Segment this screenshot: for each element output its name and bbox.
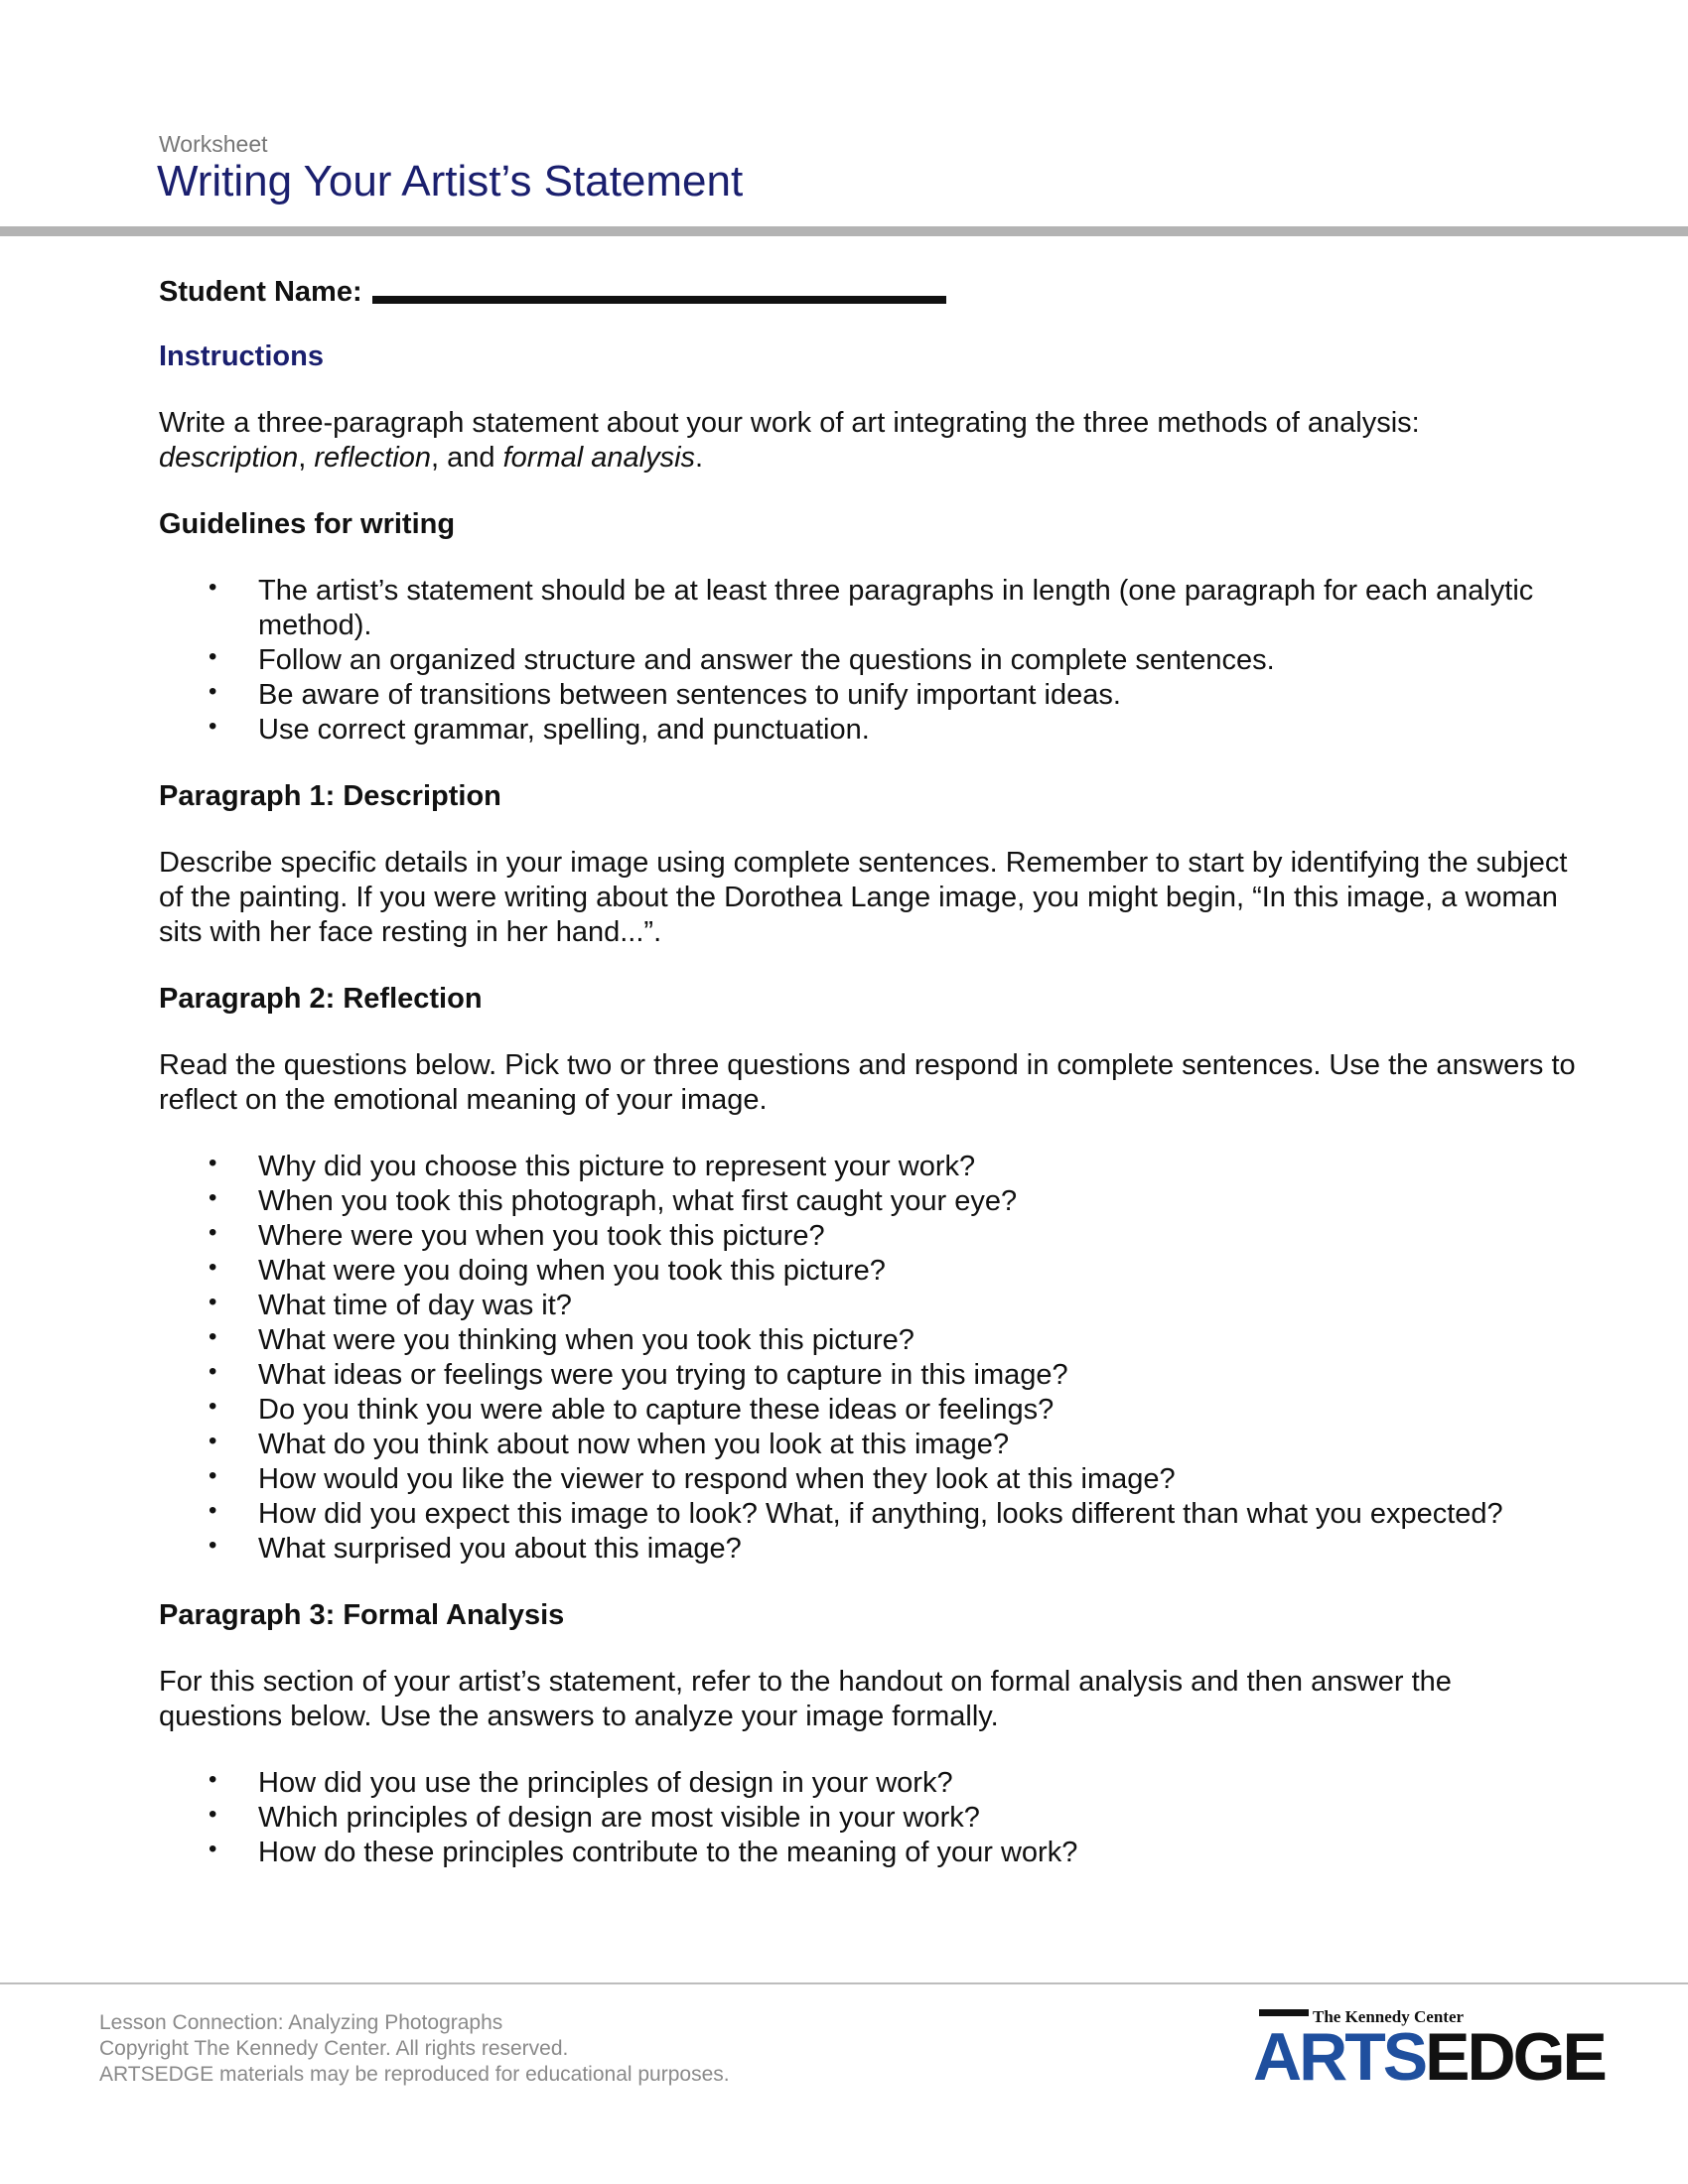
bullet-icon: •: [209, 1358, 217, 1385]
method-description: description: [159, 442, 299, 474]
list-item: • The artist’s statement should be at least three paragraphs in length (one paragraph for each analytic method).: [159, 574, 1579, 643]
list-item: • Follow an organized structure and answer the questions in complete sentences.: [159, 643, 1579, 678]
artsedge-logo: [1253, 2001, 1605, 2095]
reflection-questions-list: [159, 1150, 1579, 1567]
guidelines-list: [159, 574, 1579, 748]
paragraph1-heading: Paragraph 1: Description: [159, 780, 501, 812]
list-item: • Where were you when you took this picture?: [159, 1219, 1579, 1254]
bullet-icon: •: [209, 1766, 217, 1793]
list-item: • How would you like the viewer to respond when they look at this image?: [159, 1462, 1579, 1497]
footer-divider: [0, 1982, 1688, 1984]
paragraph2-text: Read the questions below. Pick two or three questions and respond in complete sentences. Use the answers to reflect on the emotional meaning of your image.: [159, 1049, 1576, 1116]
student-name-row: [159, 266, 1579, 310]
paragraph1-text: Describe specific details in your image using complete sentences. Remember to start by identifying the subject of the painting. If you were writing about the Dorothea Lange image, you might begin, “In this image, a woman sits with her face resting in her hand...”.: [159, 847, 1568, 948]
paragraph3-heading: Paragraph 3: Formal Analysis: [159, 1599, 565, 1631]
bullet-icon: •: [209, 1323, 217, 1350]
logo-edge-text: EDGE: [1425, 2019, 1605, 2095]
bullet-icon: •: [209, 574, 217, 601]
logo-wordmark: [1253, 2019, 1605, 2095]
list-item: • Do you think you were able to capture these ideas or feelings?: [159, 1393, 1579, 1428]
bullet-icon: •: [209, 1219, 217, 1246]
list-item: • What surprised you about this image?: [159, 1532, 1579, 1567]
paragraph3-text: For this section of your artist’s statement, refer to the handout on formal analysis and then answer the questions below. Use the answers to analyze your image formally.: [159, 1666, 1452, 1732]
list-item: • What do you think about now when you look at this image?: [159, 1428, 1579, 1462]
list-item: • What were you doing when you took this picture?: [159, 1254, 1579, 1289]
instructions-end: .: [695, 442, 704, 474]
worksheet-label: Worksheet: [159, 131, 268, 157]
logo-arts-text: ARTS: [1253, 2019, 1426, 2095]
logo-org-name: The Kennedy Center: [1313, 2007, 1465, 2026]
footer-copyright: Copyright The Kennedy Center. All rights reserved.: [99, 2037, 569, 2060]
instructions-text-start: Write a three-paragraph statement about your work of art integrating the three methods of analysis:: [159, 407, 1420, 439]
bullet-icon: •: [209, 643, 217, 670]
footer-lesson-connection: Lesson Connection: Analyzing Photographs: [99, 2011, 503, 2034]
worksheet-body: [159, 266, 1579, 1870]
bullet-icon: •: [209, 1801, 217, 1828]
header-divider: [0, 226, 1688, 236]
bullet-icon: •: [209, 1150, 217, 1176]
instructions-sep-1: ,: [298, 442, 315, 474]
bullet-icon: •: [209, 713, 217, 740]
list-item: • How did you expect this image to look? What, if anything, looks different than what you expected?: [159, 1497, 1579, 1532]
list-item: • How did you use the principles of design in your work?: [159, 1766, 1579, 1801]
method-reflection: reflection: [314, 442, 432, 474]
guidelines-heading: Guidelines for writing: [159, 508, 456, 540]
bullet-icon: •: [209, 1254, 217, 1281]
bullet-icon: •: [209, 1532, 217, 1559]
list-item: • When you took this photograph, what first caught your eye?: [159, 1184, 1579, 1219]
bullet-icon: •: [209, 1184, 217, 1211]
instructions-heading: Instructions: [159, 341, 324, 372]
bullet-icon: •: [209, 1428, 217, 1454]
bullet-icon: •: [209, 678, 217, 705]
instructions-text: [159, 406, 1579, 476]
list-item: • What ideas or feelings were you trying to capture in this image?: [159, 1358, 1579, 1393]
bullet-icon: •: [209, 1393, 217, 1420]
list-item: • Which principles of design are most visible in your work?: [159, 1801, 1579, 1836]
list-item: • How do these principles contribute to the meaning of your work?: [159, 1836, 1579, 1870]
list-item: • What time of day was it?: [159, 1289, 1579, 1323]
footer-notes: [99, 2010, 730, 2088]
instructions-sep-2: , and: [431, 442, 503, 474]
formal-analysis-questions-list: [159, 1766, 1579, 1870]
method-formal-analysis: formal analysis: [502, 442, 696, 474]
student-name-label: Student Name:: [159, 276, 362, 308]
list-item: • Be aware of transitions between sentences to unify important ideas.: [159, 678, 1579, 713]
list-item: • What were you thinking when you took this picture?: [159, 1323, 1579, 1358]
student-name-line: [372, 296, 946, 304]
footer-reproduction-note: ARTSEDGE materials may be reproduced for educational purposes.: [99, 2063, 730, 2086]
page-title: Writing Your Artist’s Statement: [157, 157, 744, 205]
bullet-icon: •: [209, 1497, 217, 1524]
bullet-icon: •: [209, 1289, 217, 1315]
kennedy-center-building-icon: [1259, 2009, 1309, 2016]
paragraph2-heading: Paragraph 2: Reflection: [159, 983, 483, 1015]
list-item: • Why did you choose this picture to represent your work?: [159, 1150, 1579, 1184]
bullet-icon: •: [209, 1836, 217, 1862]
bullet-icon: •: [209, 1462, 217, 1489]
list-item: • Use correct grammar, spelling, and punctuation.: [159, 713, 1579, 748]
